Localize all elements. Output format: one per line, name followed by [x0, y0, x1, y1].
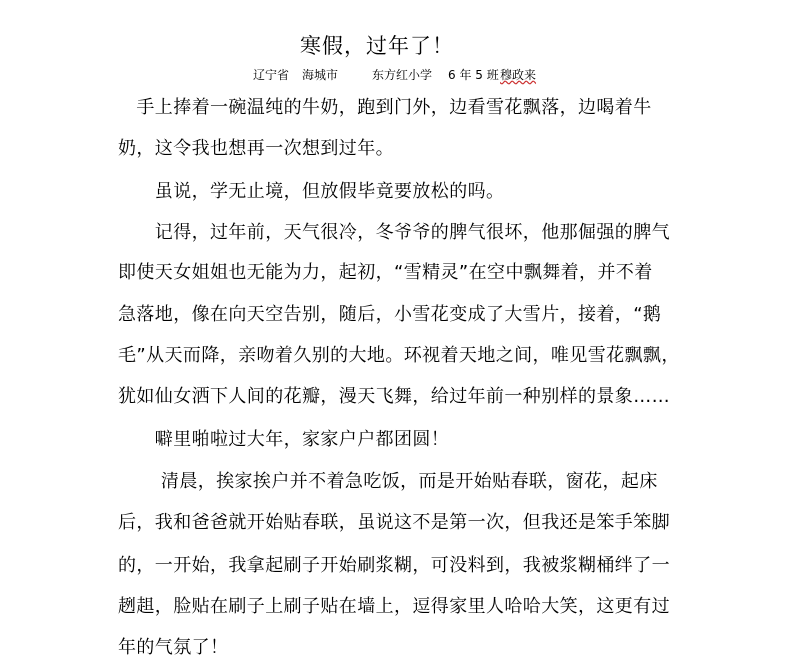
text-line: 噼里啪啦过大年，家家户户都团圆！ [118, 429, 450, 450]
text-line: 急落地，像在向天空告别，随后，小雪花变成了大雪片，接着，“鹅 [118, 304, 662, 325]
text-line: 记得，过年前，天气很冷，冬爷爷的脾气很坏，他那倔强的脾气 [118, 222, 670, 243]
byline-school: 东方红小学 [372, 68, 433, 82]
text-line: 手上捧着一碗温纯的牛奶，跑到门外，边看雪花飘落，边喝着牛 [118, 97, 652, 118]
text-line: 奶，这令我也想再一次想到过年。 [118, 138, 394, 159]
byline-city: 海城市 [302, 68, 339, 82]
text-line: 年的气氛了！ [118, 637, 229, 658]
byline-author: 穆政来 [500, 68, 537, 82]
text-line: 即使天女姐姐也无能为力，起初，“雪精灵”在空中飘舞着，并不着 [118, 262, 653, 283]
document-title: 寒假，过年了！ [300, 34, 454, 58]
text-line: 毛”从天而降，亲吻着久别的大地。环视着天地之间，唯见雪花飘飘， [118, 345, 680, 366]
byline-grade-class: 6 年 5 班 [448, 68, 499, 82]
text-line: 的，一开始，我拿起刷子开始刷浆糊，可没料到，我被浆糊桶绊了一 [118, 555, 670, 576]
text-line: 后，我和爸爸就开始贴春联，虽说这不是第一次，但我还是笨手笨脚 [118, 512, 670, 533]
byline-province: 辽宁省 [253, 68, 290, 82]
text-line: 犹如仙女洒下人间的花瓣，漫天飞舞，给过年前一种别样的景象…… [118, 386, 670, 407]
text-line: 清晨，挨家挨户并不着急吃饭，而是开始贴春联，窗花，起床 [118, 471, 658, 492]
text-line: 虽说，学无止境，但放假毕竟要放松的吗。 [118, 181, 505, 202]
text-line: 趔趄，脸贴在刷子上刷子贴在墙上，逗得家里人哈哈大笑，这更有过 [118, 596, 670, 617]
